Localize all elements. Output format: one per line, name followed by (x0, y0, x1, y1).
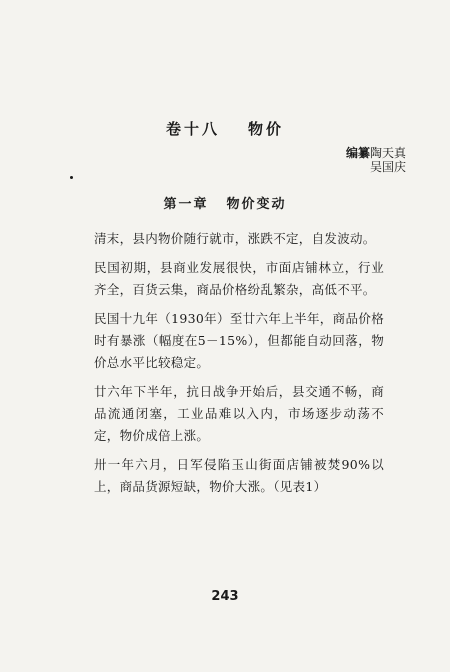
paragraph: 清末，县内物价随行就市，涨跌不定，自发波动。 (94, 231, 376, 246)
stray-mark (70, 176, 73, 179)
page-number: 243 (211, 589, 239, 604)
compilers-block (346, 146, 406, 174)
chapter-title: 物价变动 (226, 197, 287, 212)
chapter-heading (0, 193, 450, 212)
volume-title (0, 118, 450, 139)
paragraph: 卅一年六月，日军侵陷玉山街面店铺被焚90%以上，商品货源短缺，物价大涨。（见表1） (94, 457, 384, 494)
paragraph: 廿六年下半年，抗日战争开始后，县交通不畅，商品流通闭塞，工业品难以入内，市场逐步动荡不定，物价成倍上涨。 (94, 384, 384, 443)
paragraph: 民国初期，县商业发展很快，市面店铺林立，行业齐全，百货云集，商品价格纷乱繁杂，高低不平。 (94, 260, 384, 297)
chapter-number: 第一章 (163, 197, 209, 212)
compiler-label: 编纂 (345, 146, 370, 160)
compiler-name: 陶天真 (369, 146, 406, 160)
paragraph: 民国十九年（1930年）至廿六年上半年，商品价格时有暴涨（幅度在5－15%），但都能自动回落，物价总水平比较稳定。 (94, 311, 384, 370)
volume-subject: 物价 (248, 120, 285, 138)
volume-number: 卷十八 (165, 120, 220, 138)
body-text (94, 228, 384, 505)
compiler-name: 吴国庆 (369, 160, 406, 174)
